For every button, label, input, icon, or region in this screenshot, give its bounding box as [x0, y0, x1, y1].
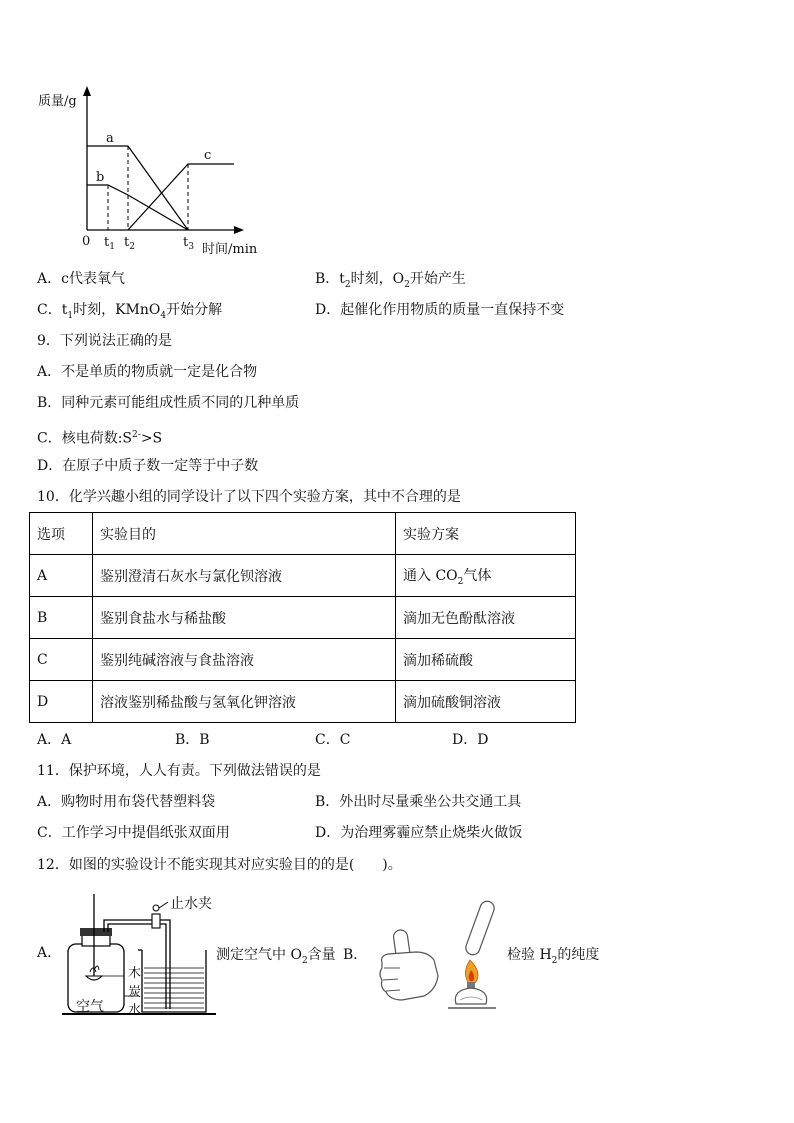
q9-option-a: A．不是单质的物质就一定是化合物 — [37, 364, 258, 380]
q8-option-d: D．起催化作用物质的质量一直保持不变 — [315, 302, 565, 318]
header-option: 选项 — [30, 513, 93, 555]
q9-option-d: D．在原子中质子数一定等于中子数 — [37, 458, 259, 474]
table-row: A 鉴别澄清石灰水与氯化钡溶液 通入 $CO_2$气体 — [30, 555, 576, 597]
q8-option-a: A．c代表氧气 — [37, 271, 125, 287]
label-c: c — [204, 148, 212, 163]
charcoal-label-2: 炭 — [128, 985, 142, 1000]
q12-a-caption: 测定空气中 $O_2$含量 — [216, 947, 336, 966]
q12-option-b-label: B． — [343, 947, 368, 963]
q10-answer-b: B．B — [175, 732, 210, 748]
label-b: b — [96, 170, 105, 185]
origin-label: 0 — [82, 234, 91, 249]
tick-t2: $t_2$ — [124, 235, 135, 252]
q9-option-c: C．核电荷数$:S^{2-}>S$ — [37, 430, 163, 447]
q11-option-c: C．工作学习中提倡纸张双面用 — [37, 825, 230, 841]
q9-stem: 9．下列说法正确的是 — [37, 333, 172, 349]
x-axis-label: 时间/min — [202, 242, 258, 257]
q8-option-c: C．$t_1$时刻，KMnO$_4$开始分解 — [37, 302, 223, 321]
header-goal: 实验目的 — [93, 513, 396, 555]
hydrogen-purity-test — [376, 900, 501, 1015]
table-row: C 鉴别纯碱溶液与食盐溶液 滴加稀硫酸 — [30, 639, 576, 681]
q9-option-b: B．同种元素可能组成性质不同的几种单质 — [37, 395, 300, 411]
charcoal-label-1: 木 — [128, 966, 142, 981]
tick-t3: $t_3$ — [183, 235, 194, 252]
water-label: 水 — [128, 1003, 142, 1018]
q10-answer-a: A．A — [37, 732, 72, 748]
clamp-label: 止水夹 — [170, 896, 212, 912]
q11-stem: 11．保护环境，人人有责。下列做法错误的是 — [37, 763, 321, 779]
y-axis-label: 质量/g — [38, 94, 77, 109]
tick-t1: $t_1$ — [104, 235, 115, 252]
q10-table — [29, 512, 576, 723]
header-plan: 实验方案 — [396, 513, 576, 555]
q10-stem: 10．化学兴趣小组的同学设计了以下四个实验方案，其中不合理的是 — [37, 489, 461, 505]
q11-option-a: A．购物时用布袋代替塑料袋 — [37, 794, 216, 810]
q11-option-b: B．外出时尽量乘坐公共交通工具 — [315, 794, 522, 810]
q12-stem: 12．如图的实验设计不能实现其对应实验目的的是( )。 — [37, 857, 402, 873]
q10-answer-d: D．D — [452, 732, 489, 748]
table-header-row — [30, 513, 576, 555]
label-a: a — [106, 131, 114, 146]
q8-option-b: B．$t_2$时刻，$O_2$开始产生 — [315, 271, 466, 290]
q12-b-caption: 检验 $H_2$的纯度 — [507, 947, 600, 966]
air-label: 空气 — [76, 999, 104, 1015]
mass-time-graph — [30, 82, 270, 262]
table-row: B 鉴别食盐水与稀盐酸 滴加无色酚酞溶液 — [30, 597, 576, 639]
curve-b — [87, 185, 188, 230]
q11-option-d: D．为治理雾霾应禁止烧柴火做饭 — [315, 825, 523, 841]
table-row: D 溶液鉴别稀盐酸与氢氧化钾溶液 滴加硫酸铜溶液 — [30, 681, 576, 723]
q10-answer-c: C．C — [315, 732, 351, 748]
curve-a — [87, 146, 188, 230]
q12-option-a-label: A． — [37, 945, 62, 961]
